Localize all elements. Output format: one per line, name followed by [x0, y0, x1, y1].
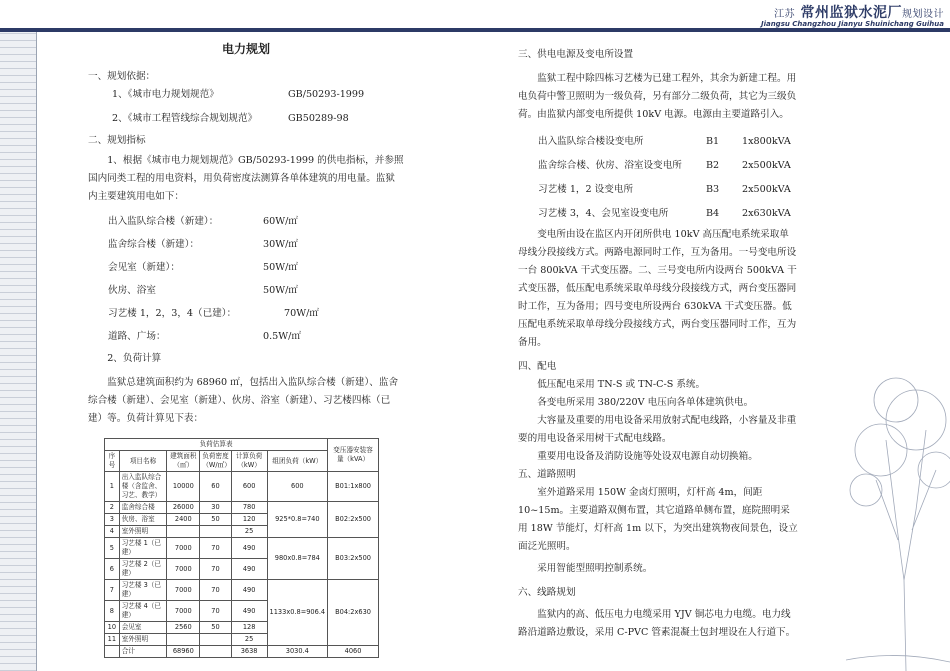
tree-sketch-illustration	[846, 320, 950, 671]
table-cell: 负荷密度（W/㎡）	[200, 451, 231, 472]
brand-name: 常州监狱水泥厂	[800, 5, 902, 21]
table-cell: 490	[231, 580, 267, 601]
table-cell: 980x0.8=784	[267, 538, 328, 580]
table-cell: 7000	[167, 601, 200, 622]
table-row	[105, 538, 379, 559]
table-title: 负荷估算表	[105, 439, 328, 451]
binding-strip	[0, 28, 37, 671]
table-cell: 习艺楼 3（已建）	[119, 580, 167, 601]
page-title: 电力规划	[221, 42, 270, 56]
table-cell	[200, 526, 231, 538]
table-cell: 120	[231, 514, 267, 526]
table-total-row	[105, 646, 379, 658]
table-cell: 50	[200, 622, 231, 634]
table-cell: 习艺楼 1（已建）	[119, 538, 167, 559]
table-cell: 2	[105, 502, 120, 514]
table-cell: 1	[105, 472, 120, 502]
table-cell: 70	[200, 601, 231, 622]
table-row	[105, 580, 379, 601]
load-item: 伙房、浴室 50W/㎡	[108, 285, 298, 296]
load-item: 会见室（新建）： 50W/㎡	[108, 262, 298, 273]
section-heading: 三、供电电源及变电所设置	[518, 49, 634, 60]
header-rule	[0, 28, 950, 32]
table-cell: B02:2x500	[328, 502, 379, 538]
basis-item: 1、《城市电力规划规范》 GB/50293-1999	[112, 89, 365, 100]
table-cell: 7000	[167, 559, 200, 580]
load-item: 道路、广场： 0.5W/㎡	[108, 331, 301, 342]
paragraph: 低压配电采用 TN-S 或 TN-C-S 系统。	[537, 379, 706, 390]
table-cell: 26000	[167, 502, 200, 514]
table-cell: 室外照明	[119, 526, 167, 538]
table-cell: 出入监队综合楼（含监舍、习艺、教学）	[119, 472, 167, 502]
table-cell: 10	[105, 622, 120, 634]
table-cell: 3638	[231, 646, 267, 658]
brand-header	[761, 2, 944, 28]
paragraph: 重要用电设备及消防设施等处设双电源自动切换箱。	[537, 451, 758, 462]
load-item: 监舍综合楼（新建）： 30W/㎡	[108, 239, 298, 250]
paragraph: 大容量及重要的用电设备采用放射式配电线路，小容量及非重要的用电设备采用树干式配电线路。	[518, 415, 797, 444]
table-cell	[167, 634, 200, 646]
table-cell: 室外照明	[119, 634, 167, 646]
table-cell: 490	[231, 538, 267, 559]
table-cell: 60	[200, 472, 231, 502]
table-cell: B04:2x630	[328, 580, 379, 646]
table-cell: 2400	[167, 514, 200, 526]
paragraph: 监狱内的高、低压电力电缆采用 YJV 铜芯电力电缆。电力线路沿道路边敷设，采用 C-PVC 管素混凝土包封埋设在人行道下。	[518, 609, 796, 638]
table-cell: 6	[105, 559, 120, 580]
table-cell: 128	[231, 622, 267, 634]
table-cell	[105, 646, 120, 658]
table-cell: 组团负荷（kW）	[267, 451, 328, 472]
left-page	[88, 34, 404, 428]
section-heading: 一、规划依据：	[88, 71, 156, 82]
basis-item: 2、《城市工程管线综合规划规范》 GB50289-98	[112, 113, 349, 124]
table-cell: 7000	[167, 580, 200, 601]
table-cell: 600	[267, 472, 328, 502]
substation-item: 监舍综合楼、伙房、浴室设变电所 B2 2x500kVA	[538, 160, 791, 171]
table-cell: 会见室	[119, 622, 167, 634]
table-cell: 490	[231, 559, 267, 580]
table-cell: 600	[231, 472, 267, 502]
section-heading: 四、配电	[518, 361, 557, 372]
substation-item: 习艺楼 3，4、会见室设变电所 B4 2x630kVA	[538, 208, 791, 219]
table-cell: 490	[231, 601, 267, 622]
table-cell: 习艺楼 2（已建）	[119, 559, 167, 580]
table-cell: 4060	[328, 646, 379, 658]
table-cell: 合计	[119, 646, 167, 658]
paragraph: 室外道路采用 150W 金卤灯照明，灯杆高 4m，间距 10~15m。主要道路双侧布置，其它道路单侧布置，庭院照明采用 18W 节能灯，灯杆高 1m 以下，为突出建筑物夜间景色，设立面泛光照明。	[518, 487, 798, 552]
table-cell: 项目名称	[119, 451, 167, 472]
table-cell: 变压器安装容量（kVA）	[328, 439, 379, 472]
table-cell: 70	[200, 559, 231, 580]
table-cell: 25	[231, 634, 267, 646]
table-cell: 序号	[105, 451, 120, 472]
table-cell: 30	[200, 502, 231, 514]
brand-region: 江苏	[774, 9, 796, 20]
table-cell: 7	[105, 580, 120, 601]
load-item: 出入监队综合楼（新建）： 60W/㎡	[108, 216, 298, 227]
table-cell: 925*0.8=740	[267, 502, 328, 538]
table-row	[105, 502, 379, 514]
brand-english: Jiangsu Changzhou Jianyu Shuinichang Guihua	[760, 20, 944, 28]
section-heading: 五、道路照明	[518, 469, 576, 480]
substation-item: 出入监队综合楼设变电所 B1 1x800kVA	[538, 136, 791, 147]
table-cell: 70	[200, 580, 231, 601]
paragraph: 各变电所采用 380/220V 电压向各单体建筑供电。	[537, 397, 754, 408]
table-cell: 50	[200, 514, 231, 526]
table-cell: 5	[105, 538, 120, 559]
table-cell	[200, 646, 231, 658]
table-cell	[167, 526, 200, 538]
brand-suffix: 规划设计	[902, 9, 944, 20]
table-cell: B03:2x500	[328, 538, 379, 580]
table-cell: 2560	[167, 622, 200, 634]
table-cell: 11	[105, 634, 120, 646]
load-item: 习艺楼 1，2，3，4（已建）： 70W/㎡	[108, 308, 319, 319]
subsection-heading: 2、负荷计算	[107, 353, 162, 364]
right-page	[518, 46, 798, 642]
table-row	[105, 472, 379, 502]
paragraph: 监狱总建筑面积约为 68960 ㎡，包括出入监队综合楼（新建）、监舍综合楼（新建）、会见室（新建）、伙房、浴室（新建）、习艺楼四栋（已建）等。负荷计算见下表：	[88, 377, 399, 424]
section-heading: 六、线路规划	[518, 587, 576, 598]
table-cell: 8	[105, 601, 120, 622]
table-cell: B01:1x800	[328, 472, 379, 502]
table-cell: 3030.4	[267, 646, 328, 658]
paragraph: 监狱工程中除四栋习艺楼为已建工程外，其余为新建工程。用电负荷中警卫照明为一级负荷，另有部分二级负荷，其它为三级负荷。由监狱内部变电所提供 10kV 电源。电源由主要道路引入。	[518, 73, 797, 120]
table-cell: 3	[105, 514, 120, 526]
table-cell: 1133x0.8=906.4	[267, 580, 328, 646]
table-cell: 伙房、浴室	[119, 514, 167, 526]
table-cell: 25	[231, 526, 267, 538]
table-cell: 习艺楼 4（已建）	[119, 601, 167, 622]
table-cell: 4	[105, 526, 120, 538]
table-cell: 70	[200, 538, 231, 559]
table-cell	[200, 634, 231, 646]
paragraph: 采用智能型照明控制系统。	[537, 563, 653, 574]
paragraph: 变电所由设在监区内开闭所供电 10kV 高压配电系统采取单母线分段接线方式。两路电源同时工作，互为备用。一号变电所设一台 800kVA 干式变压器。二、三号变电所内设两台 500kVA 干式变压器，低压配电系统采取单母线分段接线方式，两台变压器同时工作，互为备用；四号变电所设两台 630kVA 干式变压器。低压配电系统采取单母线分段接线方式，两台变压器同时工作，互为备用。	[518, 229, 797, 348]
table-cell: 7000	[167, 538, 200, 559]
table-cell: 68960	[167, 646, 200, 658]
table-cell: 10000	[167, 472, 200, 502]
substation-item: 习艺楼 1，2 设变电所 B3 2x500kVA	[538, 184, 791, 195]
section-heading: 二、规划指标	[88, 135, 146, 146]
load-estimate-table	[104, 438, 379, 658]
table-cell: 建筑面积（㎡）	[167, 451, 200, 472]
table-cell: 780	[231, 502, 267, 514]
table-cell: 监舍综合楼	[119, 502, 167, 514]
paragraph: 1、根据《城市电力规划规范》GB/50293-1999 的供电指标，并参照国内同类工程的用电资料，用负荷密度法测算各单体建筑的用电量。监狱内主要建筑用电如下：	[88, 155, 404, 202]
table-cell: 计算负荷（kW）	[231, 451, 267, 472]
